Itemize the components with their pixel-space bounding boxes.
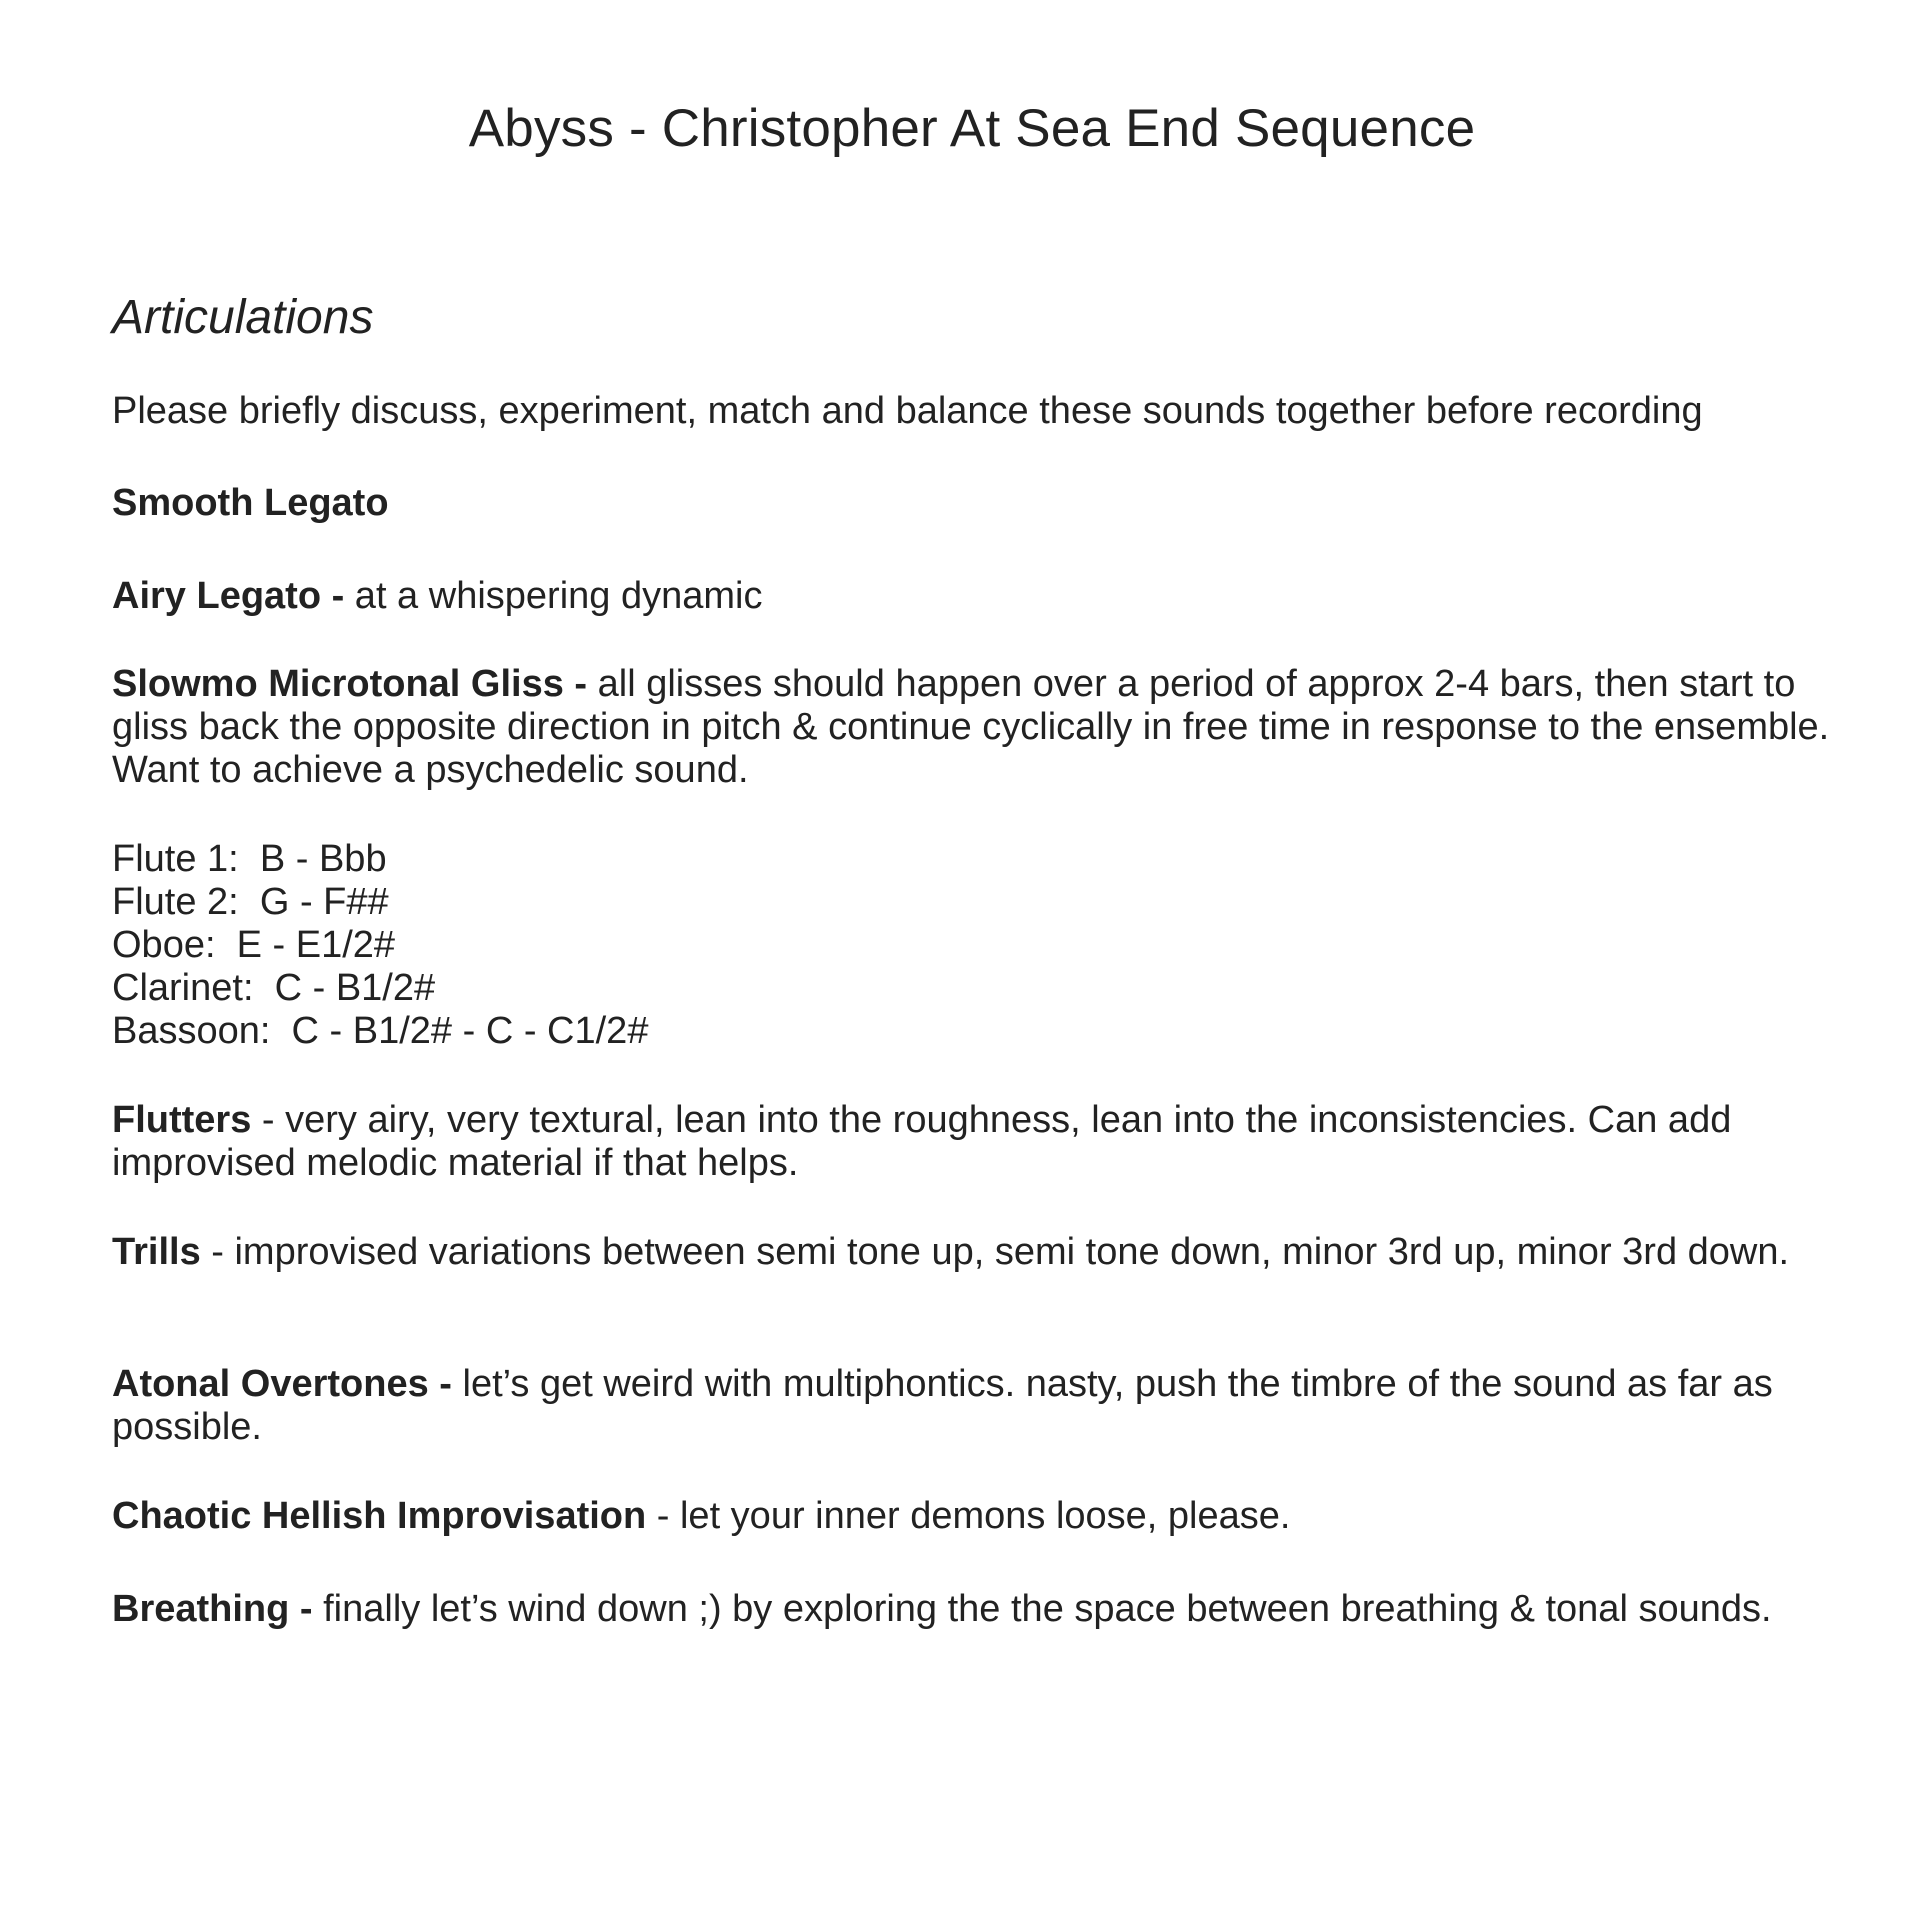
articulation-description: at a whispering dynamic <box>344 575 763 617</box>
mapping-flute-1: Flute 1: B - Bbb <box>112 838 387 880</box>
articulation-name: Trills <box>112 1231 201 1273</box>
articulation-name: Chaotic Hellish Improvisation <box>112 1495 647 1537</box>
section-heading-articulations: Articulations <box>112 291 374 344</box>
document-title: Abyss - Christopher At Sea End Sequence <box>468 99 1476 158</box>
articulation-description: - very airy, very textural, lean into the roughness, lean into the inconsistencies. Can add improvised melodic material if that helps. <box>112 1099 1732 1184</box>
articulation-name: Flutters <box>112 1099 252 1141</box>
intro-paragraph: Please briefly discuss, experiment, match and balance these sounds together before recording <box>112 390 1703 432</box>
articulation-airy-legato <box>112 575 1842 618</box>
articulation-chaotic-hellish-improvisation <box>112 1495 1842 1538</box>
articulation-trills <box>112 1231 1842 1274</box>
articulation-name: Atonal Overtones - <box>112 1363 452 1405</box>
articulation-name: Breathing - <box>112 1588 313 1630</box>
articulation-description: - let your inner demons loose, please. <box>646 1495 1291 1537</box>
mapping-clarinet: Clarinet: C - B1/2# <box>112 967 436 1009</box>
articulation-description: - improvised variations between semi tone up, semi tone down, minor 3rd up, minor 3rd down. <box>200 1231 1790 1273</box>
articulation-breathing <box>112 1588 1842 1631</box>
mapping-oboe: Oboe: E - E1/2# <box>112 924 396 966</box>
gliss-pitch-mapping-list <box>112 838 648 1053</box>
articulation-atonal-overtones <box>112 1363 1842 1449</box>
articulation-description: all glisses should happen over a period of approx 2-4 bars, then start to gliss back the opposite direction in pitch & continue cyclically in free time in response to the ensemble. Want to achieve a psychedelic sound. <box>112 663 1830 791</box>
articulation-name: Slowmo Microtonal Gliss - <box>112 663 588 705</box>
articulation-slowmo-microtonal-gliss <box>112 663 1842 792</box>
articulation-description: finally let’s wind down ;) by exploring the the space between breathing & tonal sounds. <box>312 1588 1772 1630</box>
articulation-name: Smooth Legato <box>112 482 389 524</box>
mapping-bassoon: Bassoon: C - B1/2# - C - C1/2# <box>112 1010 649 1052</box>
articulation-description: let’s get weird with multiphontics. nasty, push the timbre of the sound as far as possible. <box>112 1363 1773 1448</box>
mapping-flute-2: Flute 2: G - F## <box>112 881 389 923</box>
articulation-flutters <box>112 1099 1842 1185</box>
articulation-smooth-legato <box>112 482 1842 525</box>
articulation-name: Airy Legato - <box>112 575 345 617</box>
